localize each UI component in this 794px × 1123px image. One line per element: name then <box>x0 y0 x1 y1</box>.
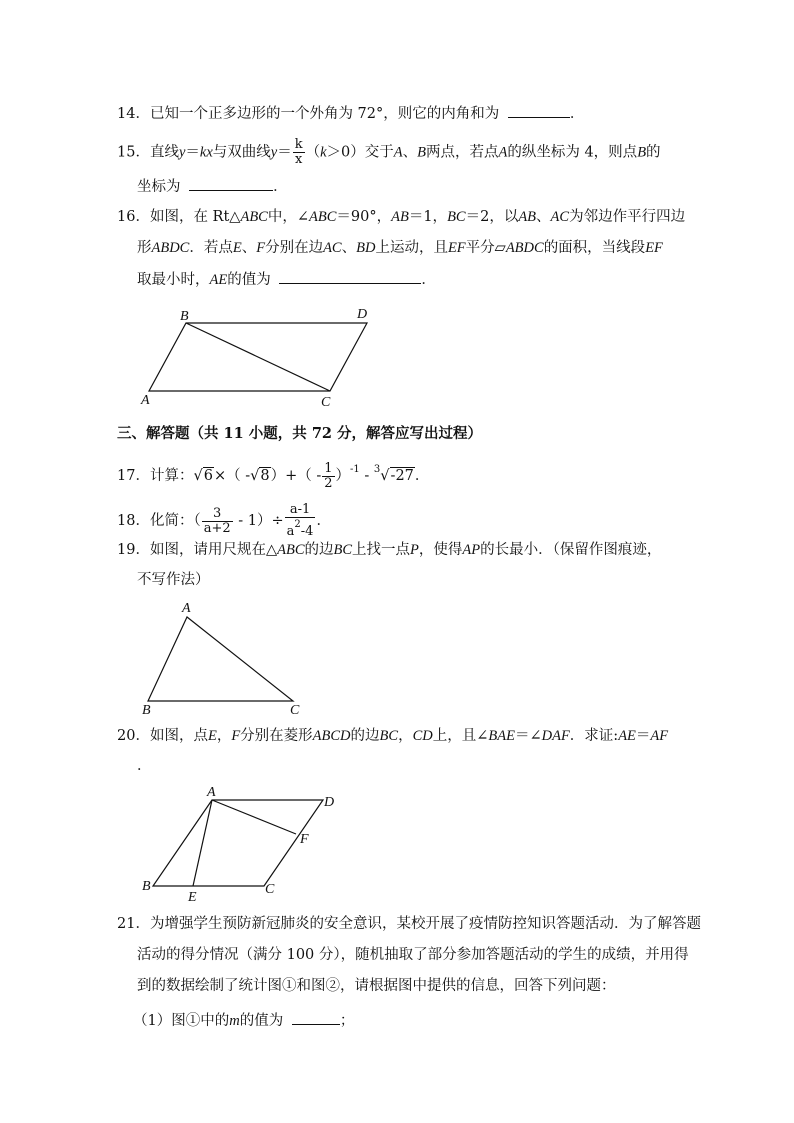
label-C: C <box>321 395 331 410</box>
sqrt-8: √8 <box>250 468 270 484</box>
label-A: A <box>207 785 216 800</box>
question-21-sub1: （1）图①中的m的值为 ； <box>133 1010 354 1031</box>
cube-root-minus-27: √-27 <box>380 468 414 484</box>
question-18: 18．化简：（ $\frac{3}{a+2}$ - 1）÷ $\frac{a-1}{a^2-4}$ ． <box>117 502 331 539</box>
section-3-heading: 三、解答题（共 11 小题，共 72 分，解答应写出过程） <box>117 425 483 442</box>
segment-af <box>212 800 296 834</box>
label-C: C <box>265 882 275 897</box>
label-D: D <box>324 795 335 810</box>
question-15-line2: 坐标为 ． <box>137 176 288 197</box>
question-14: 14．已知一个正多边形的一个外角为 72°，则它的内角和为 ． <box>117 103 584 124</box>
answer-blank[interactable] <box>292 1010 340 1025</box>
fraction-a-minus-1-over-a2-minus-4: $\frac{a-1}{a^2-4}$ <box>286 502 314 539</box>
label-D: D <box>357 307 368 322</box>
rhombus-abcd <box>153 800 323 886</box>
question-21-line3: 到的数据绘制了统计图①和图②，请根据图中提供的信息，回答下列问题： <box>137 978 616 994</box>
label-E: E <box>188 890 197 905</box>
label-A: A <box>182 601 191 616</box>
question-21: 21．为增强学生预防新冠肺炎的安全意识，某校开展了疫情防控知识答题活动．为了解答题 <box>117 916 701 932</box>
question-19-line2: 不写作法） <box>137 572 210 588</box>
question-21-line2: 活动的得分情况（满分 100 分），随机抽取了部分参加答题活动的学生的成绩，并用得 <box>137 947 689 963</box>
question-16-line2: 形ABDC．若点E、F分别在边AC、BD上运动，且EF平分▱ABDC的面积，当线段EF <box>137 240 663 256</box>
question-20: 20．如图，点E，F分别在菱形ABCD的边BC，CD上，且∠BAE＝∠DAF．求证:AE＝AF <box>117 728 669 744</box>
label-F: F <box>300 832 309 847</box>
question-19: 19．如图，请用尺规在△ABC的边BC上找一点P，使得AP的长最小．（保留作图痕迹， <box>117 542 662 558</box>
fraction-one-half: $\frac{1}{2}$ <box>324 460 333 491</box>
question-15: 15．直线y＝kx与双曲线y＝ $\frac{k}{x}$ （k＞0）交于A、B两点，若点A的纵坐标为 4，则点B的 <box>117 137 661 167</box>
label-A: A <box>141 393 150 408</box>
question-16: 16．如图，在 Rt△ABC中，∠ABC＝90°，AB＝1，BC＝2，以AB、AC为邻边作平行四边 <box>117 209 686 225</box>
label-B: B <box>142 879 151 894</box>
question-17: 17．计算：√6×（ -√8）+（ - $\frac{1}{2}$ ）$^{-1}$ - $^3$√-27． <box>117 460 430 491</box>
label-B: B <box>180 309 189 324</box>
question-20-line2: ． <box>137 758 152 774</box>
sqrt-6: √6 <box>193 468 213 484</box>
label-B: B <box>142 703 151 718</box>
question-16-line3: 取最小时，AE的值为 ． <box>137 269 436 290</box>
fraction-3-over-a-plus-2: $\frac{3}{a+2}$ <box>203 505 231 536</box>
label-C: C <box>290 703 300 718</box>
fraction-k-over-x: $\frac{k}{x}$ <box>294 137 303 167</box>
